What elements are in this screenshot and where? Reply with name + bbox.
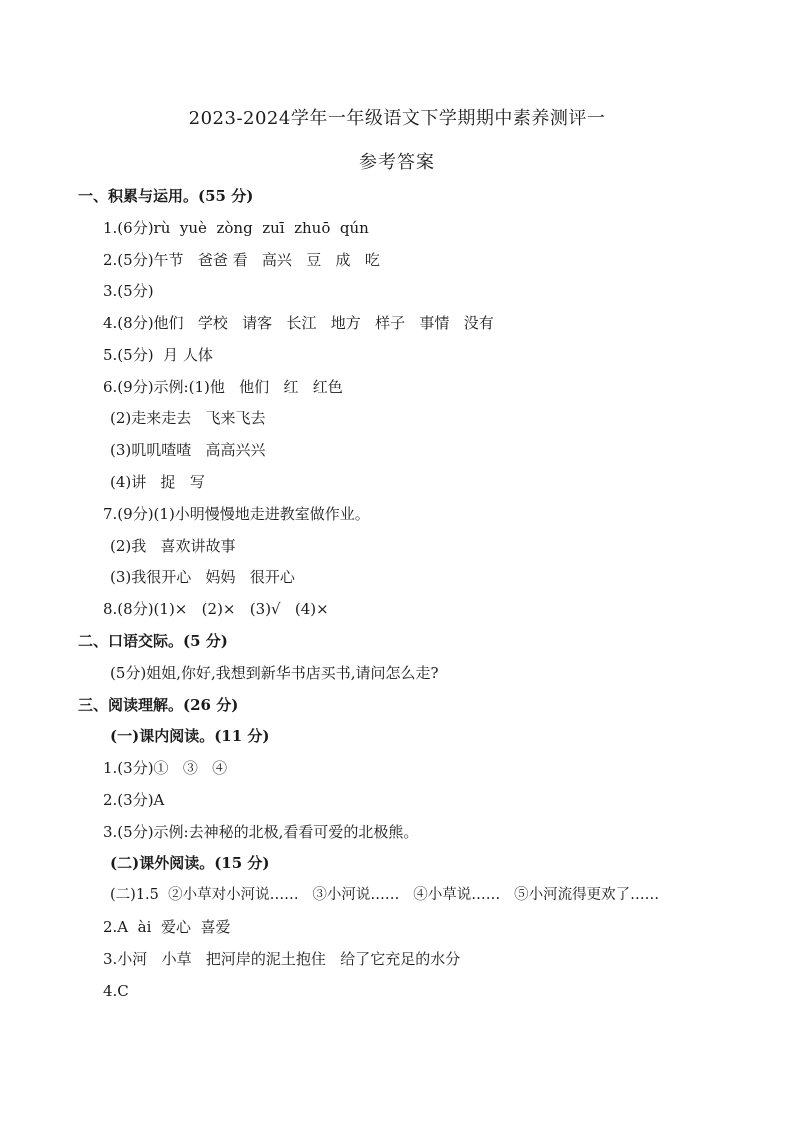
answer-line: (二)1.5 ②小草对小河说…… ③小河说…… ④小草说…… ⑤小河流得更欢了……	[110, 887, 660, 903]
answer-line: 1.(6分)rù yuè zòng zuī zhuō qún	[103, 219, 369, 237]
answer-line: 4.(8分)他们 学校 请客 长江 地方 样子 事情 没有	[103, 314, 494, 332]
answer-line: (3)叽叽喳喳 高高兴兴	[110, 441, 266, 459]
answer-line: 6.(9分)示例:(1)他 他们 红 红色	[103, 378, 343, 396]
section-heading-1: 一、积累与运用。(55 分)	[78, 187, 254, 205]
section-heading-3: 三、阅读理解。(26 分)	[78, 696, 239, 714]
section-heading-2: 二、口语交际。(5 分)	[78, 632, 228, 650]
answer-line: 3.小河 小草 把河岸的泥土抱住 给了它充足的水分	[103, 950, 461, 968]
answer-line: (3)我很开心 妈妈 很开心	[110, 568, 295, 586]
answer-line: 3.(5分)示例:去神秘的北极,看看可爱的北极熊。	[103, 823, 419, 841]
answer-line: (2)走来走去 飞来飞去	[110, 409, 266, 427]
answer-line: (4)讲 捉 写	[110, 473, 205, 491]
answer-line: 2.A ài 爱心 喜爱	[103, 918, 231, 936]
answer-line: 4.C	[103, 982, 129, 1000]
answer-line: 2.(5分)午节 爸爸 看 高兴 豆 成 吃	[103, 251, 380, 269]
answer-line: 3.(5分)	[103, 282, 154, 300]
answer-line: (2)我 喜欢讲故事	[110, 537, 236, 555]
answer-line: 8.(8分)(1)× (2)× (3)√ (4)×	[103, 600, 329, 618]
answer-line: 5.(5分) 月 人体	[103, 346, 213, 364]
subsection-heading-1: (一)课内阅读。(11 分)	[110, 727, 270, 745]
answer-line: (5分)姐姐,你好,我想到新华书店买书,请问怎么走?	[110, 664, 439, 682]
document-title: 2023-2024学年一年级语文下学期期中素养测评一	[188, 108, 606, 129]
subsection-heading-2: (二)课外阅读。(15 分)	[110, 854, 270, 872]
answer-line: 1.(3分)① ③ ④	[103, 759, 228, 777]
answer-line: 2.(3分)A	[103, 791, 165, 809]
answer-line: 7.(9分)(1)小明慢慢地走进教室做作业。	[103, 505, 370, 523]
document-subtitle: 参考答案	[359, 152, 435, 173]
